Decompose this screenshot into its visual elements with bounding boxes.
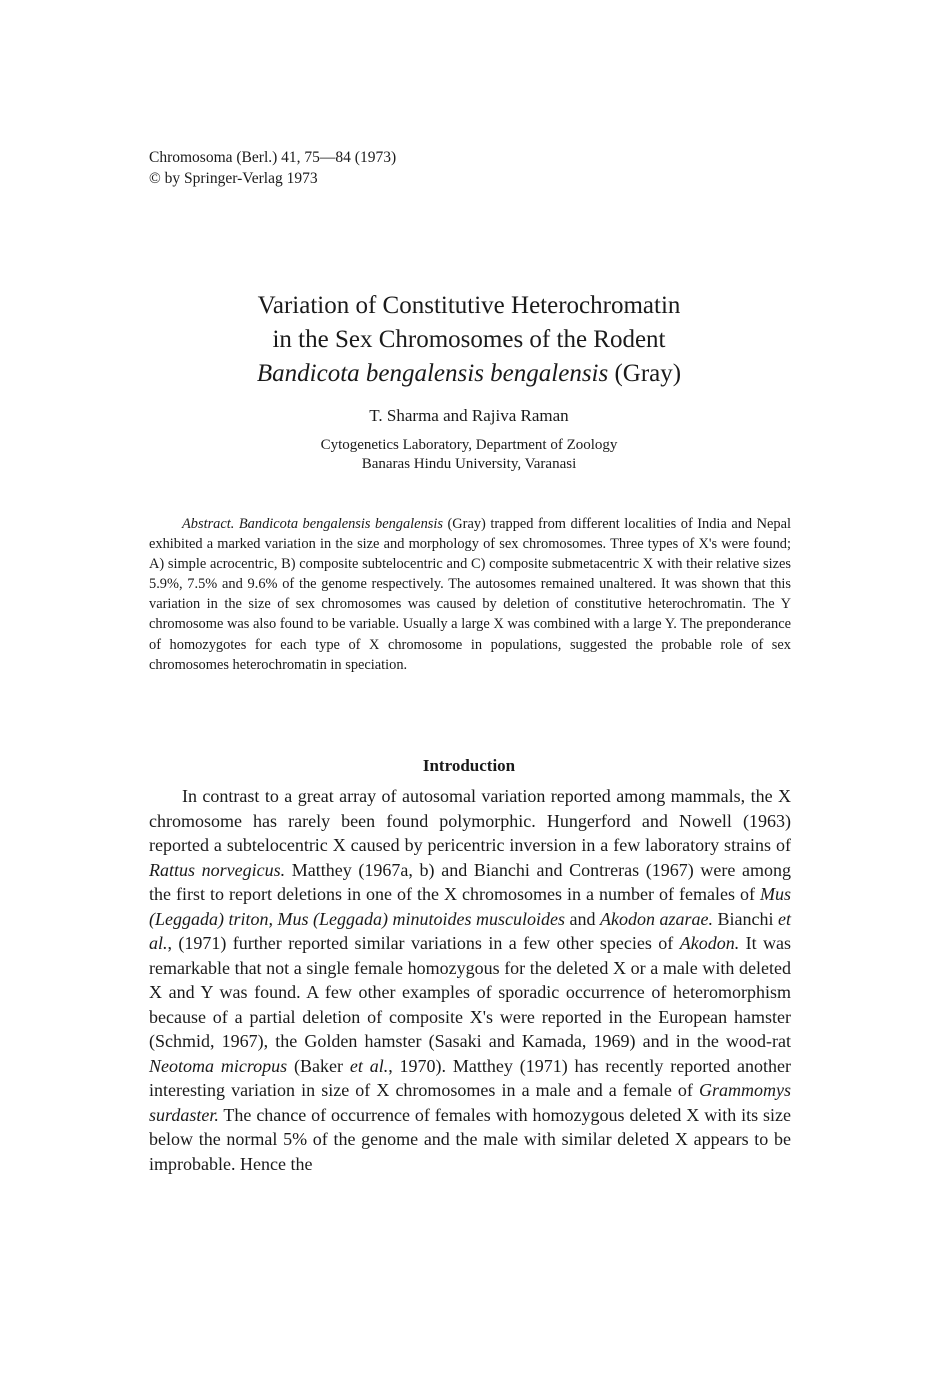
affiliation-line-2: Banaras Hindu University, Varanasi <box>361 456 577 472</box>
intro-italic-1: Rattus norvegicus. <box>149 859 286 880</box>
intro-text-6: It was remarkable that not a single female homozygous for the deleted X or a male with deleted X and Y was found. A few other examples of sporadic occurrence of heteromorphism because of a partial deletion of composite X's were reported in the European hamster (Schmid, 1967), the Golden hamster (Sasaki and Kamada, 1969) and in the wood-rat <box>149 933 791 1051</box>
intro-italic-5: Akodon. <box>679 933 740 953</box>
abstract <box>149 514 791 675</box>
abstract-label: Abstract. <box>182 516 235 532</box>
intro-text-5: , (1971) further reported similar variations in a few other species of <box>167 933 680 953</box>
intro-text-9: The chance of occurrence of females with homozygous deleted X with its size below the normal 5% of the genome and the male with similar deleted X appears to be improbable. Hence the <box>149 1104 791 1174</box>
affiliation-line-1: Cytogenetics Laboratory, Department of Zoology <box>320 437 618 453</box>
intro-italic-4: et al. <box>149 908 791 953</box>
intro-italic-6: Neotoma micropus <box>149 1055 288 1076</box>
copyright-line: © by Springer-Verlag 1973 <box>149 170 318 187</box>
intro-text-4: Bianchi <box>713 908 778 929</box>
journal-citation <box>149 147 396 189</box>
journal-volume-line: Chromosoma (Berl.) 41, 75—84 (1973) <box>149 149 397 166</box>
title-line-3 <box>0 357 938 391</box>
authors: T. Sharma and Rajiva Raman <box>369 406 569 425</box>
intro-italic-7: et al. <box>349 1055 389 1076</box>
abstract-text: (Gray) trapped from different localities of India and Nepal exhibited a marked variation in the size and morphology of sex chromosomes. Three types of X's were found; A) simple acrocentric, B) composite subtelocentric and C) composite submetacentric X with their relative sizes 5.9%, 7.5% and 9.6% of the genome respectively. The autosomes remained unaltered. It was shown that this variation in the size of sex chromosomes was caused by deletion of constitutive heterochromatin. The Y chromosome was also found to be variable. Usually a large X was combined with a large Y. The preponderance of homozygotes for each type of X chromosome in populations, suggested the probable role of sex chromosomes heterochromatin in speciation. <box>149 516 791 673</box>
title-block <box>0 289 938 474</box>
title-authority: (Gray) <box>608 360 682 387</box>
intro-italic-2: Mus (Leggada) triton, Mus (Leggada) minutoides musculoides <box>149 884 791 929</box>
intro-italic-8: Grammomys surdaster. <box>149 1080 791 1125</box>
paper-title <box>0 289 938 391</box>
section-heading-introduction: Introduction <box>422 756 516 775</box>
abstract-species: Bandicota bengalensis bengalensis <box>238 516 443 532</box>
intro-text-2: Matthey (1967a, b) and Bianchi and Contreras (1967) were among the first to report deletions in one of the X chromosomes in a number of females of <box>149 859 792 904</box>
title-line-1: Variation of Constitutive Heterochromatin <box>257 292 681 319</box>
intro-italic-3: Akodon azarae. <box>600 908 713 929</box>
intro-text-3: and <box>565 908 600 929</box>
title-species: Bandicota bengalensis bengalensis <box>256 360 609 387</box>
title-line-2: in the Sex Chromosomes of the Rodent <box>272 326 666 353</box>
affiliation <box>0 436 938 474</box>
intro-text-7: (Baker <box>287 1055 350 1076</box>
intro-text-1: In contrast to a great array of autosomal variation reported among mammals, the X chromosome has rarely been found polymorphic. Hungerford and Nowell (1963) reported a subtelocentric X caused by pericentric inversion in a few laboratory strains of <box>149 786 791 855</box>
intro-text-8: , 1970). Matthey (1971) has recently reported another interesting variation in size of X chromosomes in a male and a female of <box>149 1055 791 1100</box>
introduction-paragraph <box>149 784 791 1176</box>
